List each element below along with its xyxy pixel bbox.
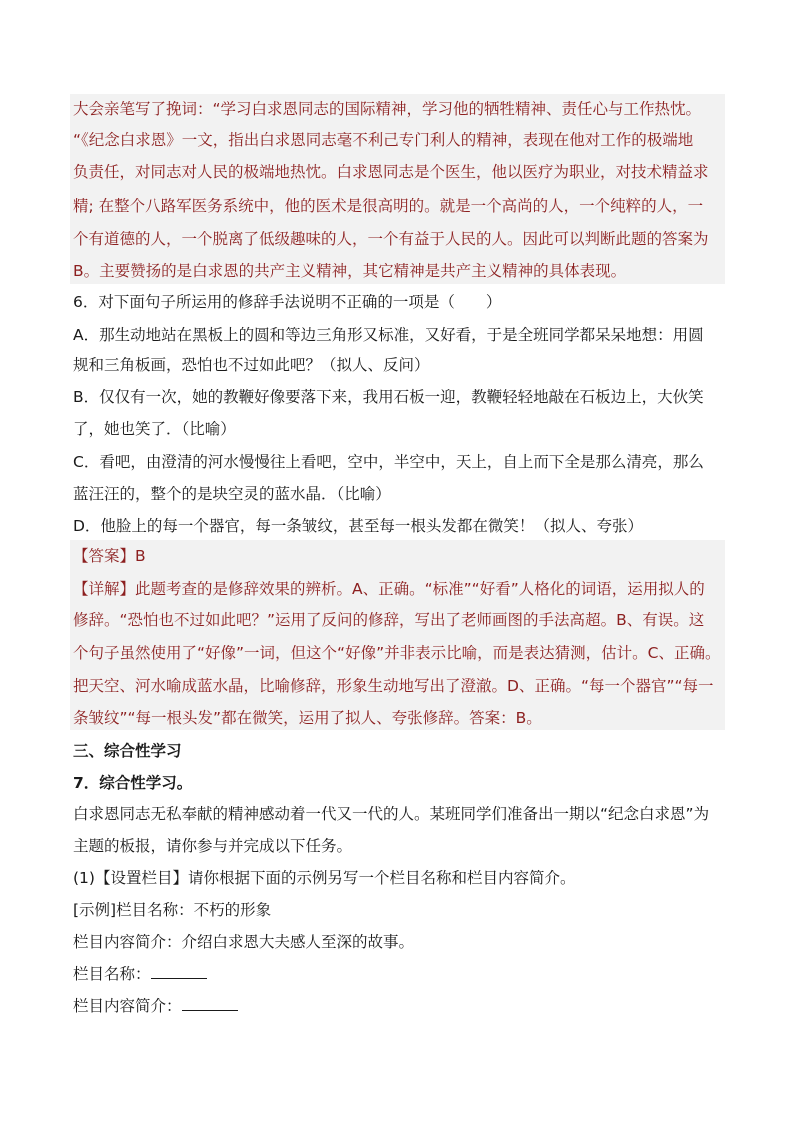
question-6-option: 了，她也笑了．（比喻） [73, 420, 236, 438]
example-column-intro: 栏目内容简介：介绍白求恩大夫感人至深的故事。 [73, 933, 415, 951]
question-6-answer: 【答案】B [73, 547, 146, 565]
question-6-detail-line: 条皱纹”“每一根头发”都在微笑，运用了拟人、夸张修辞。答案：B。 [73, 709, 542, 727]
task-1: (1)【设置栏目】请你根据下面的示例另写一个栏目名称和栏目内容简介。 [73, 869, 576, 887]
question-6-option: C．看吧，由澄清的河水慢慢往上看吧，空中，半空中，天上，自上而下全是那么清亮，那么 [73, 453, 704, 471]
prev-answer-line: 大会亲笔写了挽词：“学习白求恩同志的国际精神，学习他的牺牲精神、责任心与工作热忱。 [73, 100, 702, 118]
answer-shade-top [70, 94, 725, 284]
question-6-detail-line: 个句子虽然使用了“好像”一词，但这个“好像”并非表示比喻，而是表达猜测，估计。C、正确。 [73, 644, 721, 662]
column-intro-blank[interactable] [182, 996, 238, 1011]
column-name-field [73, 964, 725, 984]
section-heading: 三、综合性学习 [73, 742, 182, 760]
prev-answer-line: 精; 在整个八路军医务系统中，他的医术是很高明的。就是一个高尚的人，一个纯粹的人，一 [73, 197, 704, 215]
question-6-detail-line: 【详解】此题考查的是修辞效果的辨析。A、正确。“标准”“好看”人格化的词语，运用拟人的 [73, 580, 705, 598]
prev-answer-line: 负责任，对同志对人民的极端地热忱。白求恩同志是个医生，他以医疗为职业，对技术精益求 [73, 163, 709, 181]
question-7-intro-line: 主题的板报，请你参与并完成以下任务。 [73, 837, 353, 855]
question-6-option: A．那生动地站在黑板上的圆和等边三角形又标准，又好看，于是全班同学都呆呆地想：用圆 [73, 326, 704, 344]
column-intro-field [73, 996, 725, 1016]
question-6-option: D．他脸上的每一个器官，每一条皱纹，甚至每一根头发都在微笑！（拟人、夸张） [73, 517, 643, 535]
prev-answer-line: “《纪念白求恩》一文，指出白求恩同志毫不利己专门利人的精神，表现在他对工作的极端地 [73, 131, 694, 149]
question-6-detail-line: 把天空、河水喻成蓝水晶，比喻修辞，形象生动地写出了澄澈。D、正确。“每一个器官”“每一 [73, 677, 714, 695]
question-6-option: B．仅仅有一次，她的教鞭好像要落下来，我用石板一迎，教鞭轻轻地敲在石板边上，大伙笑 [73, 388, 704, 406]
question-6-detail-line: 修辞。“恐怕也不过如此吧？”运用了反问的修辞，写出了老师画图的手法高超。B、有误。这 [73, 611, 705, 629]
question-6-option: 蓝汪汪的，整个的是块空灵的蓝水晶．（比喻） [73, 485, 391, 503]
answer-shade-q6 [70, 540, 725, 730]
question-7-intro-line: 白求恩同志无私奉献的精神感动着一代又一代的人。某班同学们准备出一期以“纪念白求恩”为 [73, 805, 710, 823]
column-name-blank[interactable] [151, 964, 207, 979]
question-6-option: 规和三角板画，恐怕也不过如此吧？（拟人、反问） [73, 356, 430, 374]
prev-answer-line: B。主要赞扬的是白求恩的共产主义精神，其它精神是共产主义精神的具体表现。 [73, 262, 627, 280]
prev-answer-line: 个有道德的人，一个脱离了低级趣味的人，一个有益于人民的人。因此可以判断此题的答案为 [73, 230, 709, 248]
question-6-stem: 6．对下面句子所运用的修辞手法说明不正确的一项是（ ） [73, 293, 502, 311]
column-name-label: 栏目名称： [73, 965, 151, 983]
column-intro-label: 栏目内容简介： [73, 997, 182, 1015]
question-7-title: 7．综合性学习。 [73, 774, 193, 792]
example-column-name: [示例]栏目名称：不朽的形象 [73, 901, 272, 919]
